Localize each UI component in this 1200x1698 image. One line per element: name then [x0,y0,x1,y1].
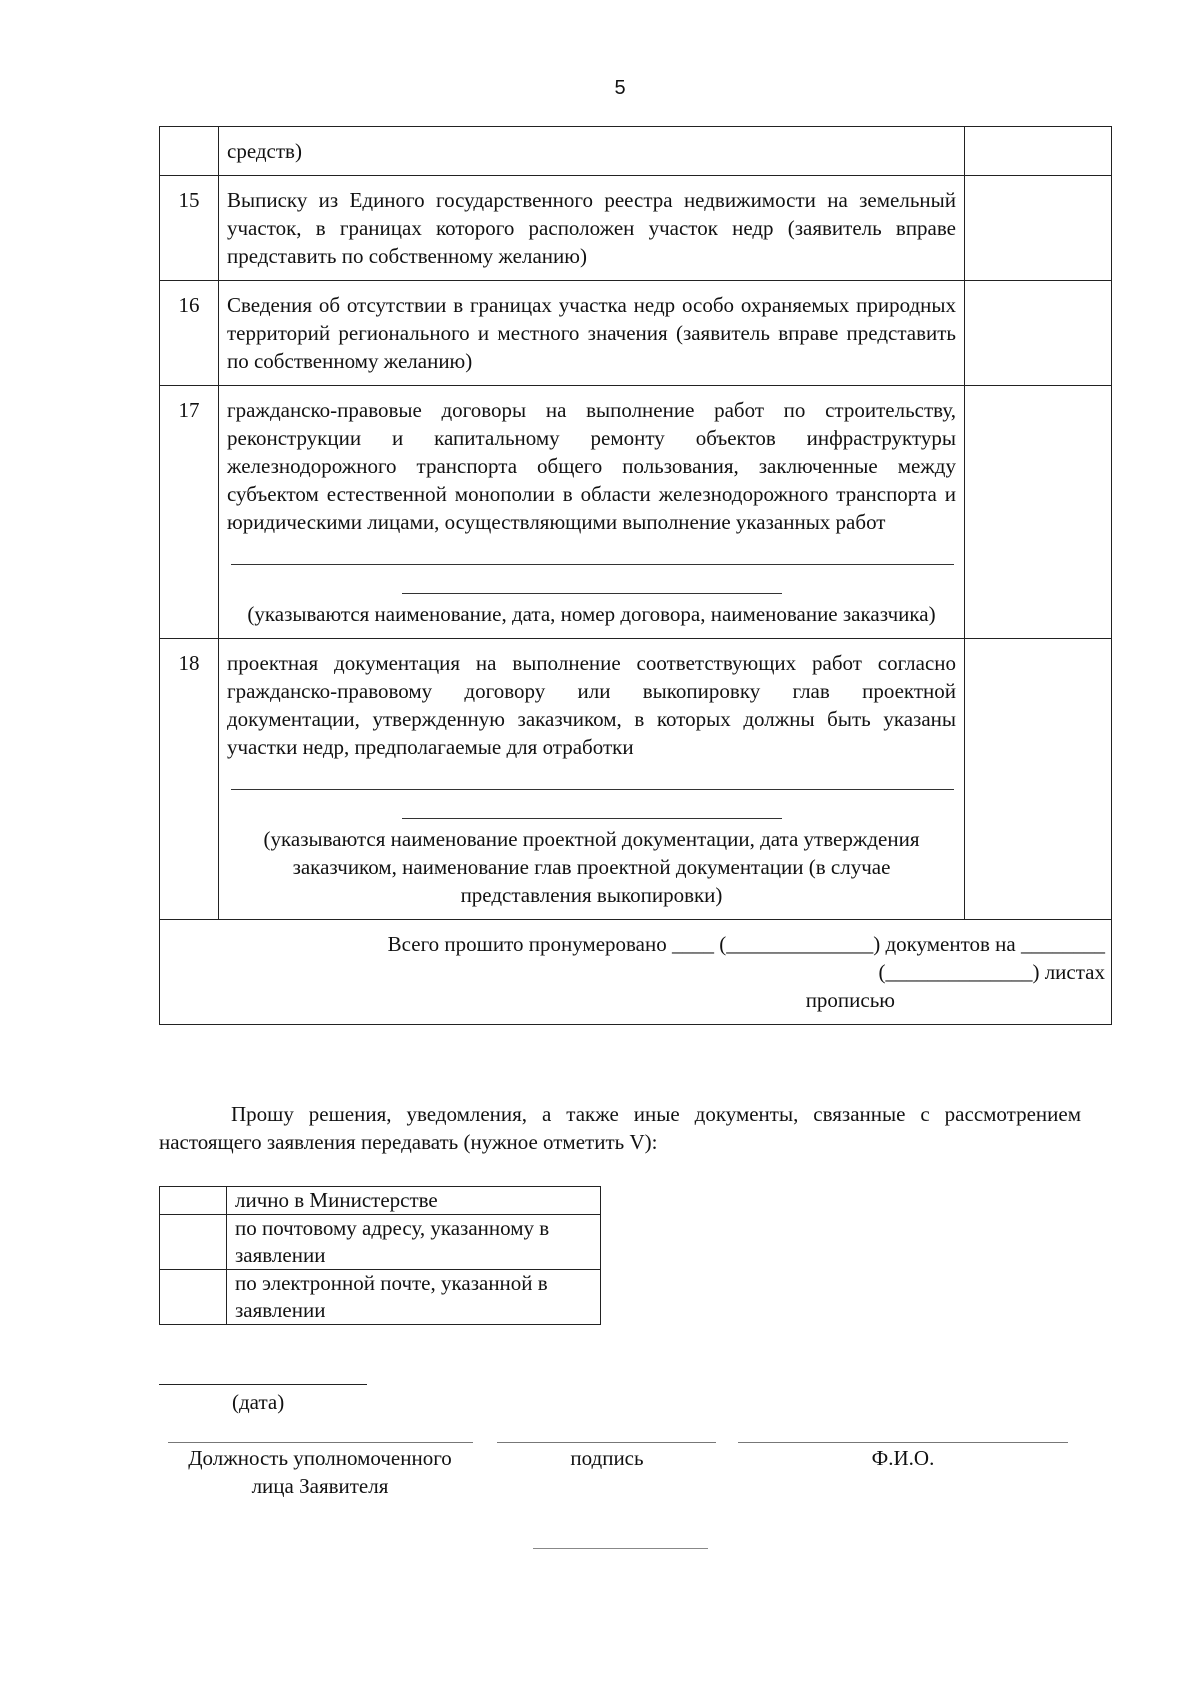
row-content [219,639,965,920]
delivery-options-table [159,1186,601,1325]
fill-in-line-short[interactable] [402,798,782,819]
row-text: средств) [219,127,965,176]
position-field-line[interactable] [168,1442,473,1443]
row-mark-cell[interactable] [965,127,1112,176]
date-label: (дата) [232,1390,285,1414]
name-field-line[interactable] [738,1442,1068,1443]
fill-in-line[interactable] [231,769,954,790]
delivery-option [160,1187,601,1215]
position-label: Должность уполномоченного лица Заявителя [188,1446,452,1498]
row-text: Выписку из Единого государственного реестра недвижимости на земельный участок, в границах которого расположен участок недр (заявитель вправе представить по собственному желанию) [219,176,965,281]
row-text: гражданско-правовые договоры на выполнение работ по строительству, реконструкции и капитальному ремонту объектов инфраструктуры железнодорожного транспорта общего пользования, заключенные между субъектом естественной монополии в области железнодорожного транспорта и юридическими лицами, осуществляющими выполнение указанных работ [227,398,956,534]
total-row [160,920,1112,1025]
row-number: 17 [160,386,219,639]
row-mark-cell[interactable] [965,386,1112,639]
option-checkbox[interactable] [160,1187,227,1215]
date-field-line[interactable] [159,1384,367,1385]
delivery-option [160,1215,601,1270]
option-label: по электронной почте, указанной в заявлении [227,1270,601,1325]
name-label: Ф.И.О. [871,1446,935,1470]
page-number: 5 [614,77,626,99]
row-content [219,386,965,639]
row-number: 15 [160,176,219,281]
row-mark-cell[interactable] [965,281,1112,386]
footer-divider [533,1548,708,1549]
row-mark-cell[interactable] [965,176,1112,281]
delivery-option [160,1270,601,1325]
option-checkbox[interactable] [160,1215,227,1270]
row-number [160,127,219,176]
table-row [160,386,1112,639]
signature-field-line[interactable] [497,1442,716,1443]
total-line-3: прописью [805,988,895,1012]
option-checkbox[interactable] [160,1270,227,1325]
row-mark-cell[interactable] [965,639,1112,920]
option-label: по почтовому адресу, указанному в заявлении [227,1215,601,1270]
request-paragraph [159,1100,1081,1156]
row-number: 18 [160,639,219,920]
table-row [160,176,1112,281]
table-row [160,127,1112,176]
total-cell [160,920,1112,1025]
table-row [160,639,1112,920]
total-line-2: (______________) листах [878,960,1105,984]
documents-table [159,126,1112,1025]
row-number: 16 [160,281,219,386]
total-line-1: Всего прошито пронумеровано ____ (______________) документов на ________ [387,932,1105,956]
fill-in-line[interactable] [231,544,954,565]
row-text: проектная документация на выполнение соответствующих работ согласно гражданско-правовому договору или выкопировку глав проектной документации, утвержденную заказчиком, в которых должны быть указаны участки недр, предполагаемые для отработки [227,651,956,759]
option-label: лично в Министерстве [227,1187,601,1215]
fill-in-line-short[interactable] [402,573,782,594]
row-note: (указываются наименование проектной документации, дата утверждения заказчиком, наименование глав проектной документации (в случае представления выкопировки) [263,827,920,907]
signature-label: подпись [570,1446,644,1470]
request-text: Прошу решения, уведомления, а также иные документы, связанные с рассмотрением настоящего заявления передавать (нужное отметить V): [159,1102,1081,1154]
row-text: Сведения об отсутствии в границах участка недр особо охраняемых природных территорий регионального и местного значения (заявитель вправе представить по собственному желанию) [219,281,965,386]
row-note: (указываются наименование, дата, номер договора, наименование заказчика) [247,602,936,626]
table-row [160,281,1112,386]
